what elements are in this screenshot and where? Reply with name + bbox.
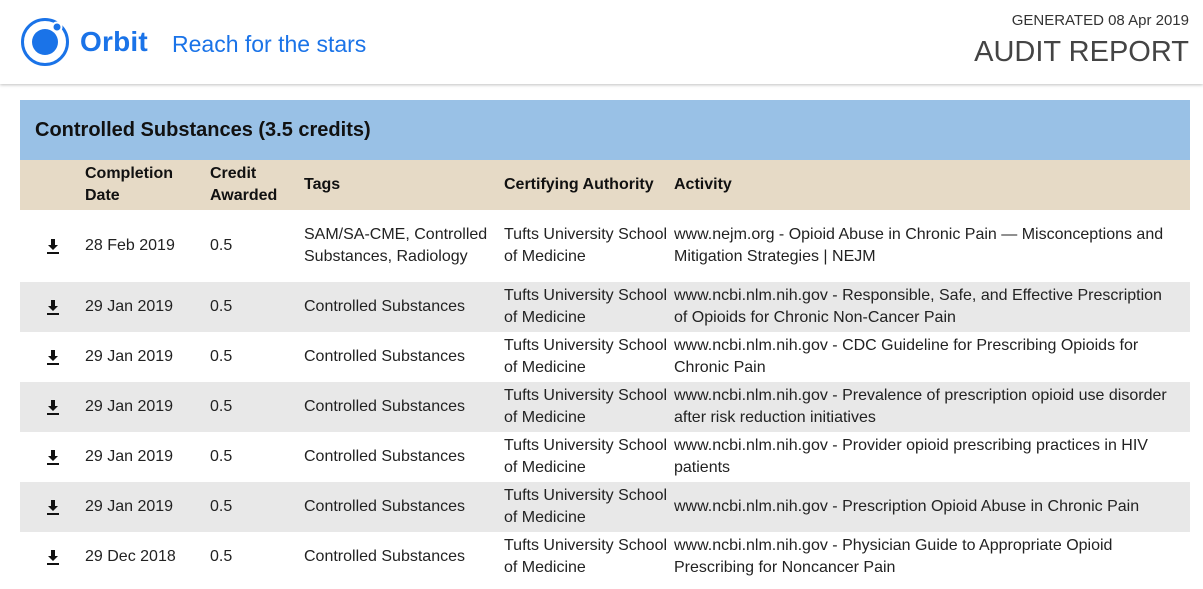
- credit-awarded-cell: [210, 382, 304, 432]
- activity-cell: [674, 382, 1190, 432]
- column-header-download: [20, 160, 85, 210]
- activity-text: www.ncbi.nlm.nih.gov - Physician Guide to Appropriate Opioid Prescribing for Noncancer Pain: [674, 537, 1113, 576]
- credit-awarded-text: 0.5: [210, 348, 233, 365]
- column-header-activity: Activity: [674, 160, 1190, 210]
- tags-text: Controlled Substances: [304, 398, 465, 415]
- table-row: [20, 282, 1190, 332]
- completion-date-cell: [85, 482, 210, 532]
- activity-cell: [674, 210, 1190, 282]
- certifying-authority-cell: [504, 532, 674, 582]
- credit-awarded-text: 0.5: [210, 548, 233, 565]
- credit-awarded-text: 0.5: [210, 298, 233, 315]
- certifying-authority-text: Tufts University School of Medicine: [504, 437, 668, 476]
- orbit-logo-icon: [20, 17, 70, 67]
- generated-date: GENERATED 08 Apr 2019: [1011, 12, 1189, 29]
- tags-cell: [304, 332, 504, 382]
- tags-text: Controlled Substances: [304, 448, 465, 465]
- completion-date-cell: [85, 532, 210, 582]
- column-header-completion-date: Completion Date: [85, 160, 210, 210]
- completion-date-cell: [85, 382, 210, 432]
- tags-cell: [304, 282, 504, 332]
- brand-name: Orbit: [80, 26, 148, 57]
- download-icon[interactable]: [45, 498, 61, 516]
- activity-text: www.ncbi.nlm.nih.gov - Responsible, Safe, and Effective Prescription of Opioids for Chronic Non-Cancer Pain: [674, 287, 1162, 326]
- completion-date-cell: [85, 332, 210, 382]
- credit-awarded-text: 0.5: [210, 237, 233, 254]
- certifying-authority-text: Tufts University School of Medicine: [504, 287, 668, 326]
- credit-awarded-cell: [210, 532, 304, 582]
- certifying-authority-text: Tufts University School of Medicine: [504, 337, 668, 376]
- download-cell: [20, 282, 85, 332]
- app-header: [0, 0, 1203, 84]
- table-row: [20, 482, 1190, 532]
- completion-date-text: 29 Jan 2019: [85, 398, 174, 415]
- activity-text: www.ncbi.nlm.nih.gov - Prescription Opioid Abuse in Chronic Pain: [674, 498, 1140, 515]
- controlled-substances-section: [20, 100, 1190, 582]
- download-cell: [20, 332, 85, 382]
- credit-awarded-text: 0.5: [210, 498, 233, 515]
- completion-date-text: 29 Dec 2018: [85, 548, 176, 565]
- activity-cell: [674, 482, 1190, 532]
- completion-date-cell: [85, 282, 210, 332]
- tags-text: SAM/SA-CME, Controlled Substances, Radiology: [304, 226, 488, 265]
- download-icon[interactable]: [45, 448, 61, 466]
- tags-cell: [304, 532, 504, 582]
- download-icon[interactable]: [45, 348, 61, 366]
- tags-text: Controlled Substances: [304, 548, 465, 565]
- activity-text: www.ncbi.nlm.nih.gov - Prevalence of prescription opioid use disorder after risk reduction initiatives: [674, 387, 1167, 426]
- table-row: [20, 332, 1190, 382]
- credit-awarded-text: 0.5: [210, 398, 233, 415]
- tags-text: Controlled Substances: [304, 298, 465, 315]
- completion-date-cell: [85, 432, 210, 482]
- table-row: [20, 532, 1190, 582]
- download-icon[interactable]: [45, 548, 61, 566]
- certifying-authority-cell: [504, 482, 674, 532]
- tags-cell: [304, 210, 504, 282]
- download-cell: [20, 432, 85, 482]
- completion-date-text: 29 Jan 2019: [85, 448, 174, 465]
- tags-cell: [304, 432, 504, 482]
- credit-awarded-cell: [210, 482, 304, 532]
- section-title: Controlled Substances (3.5 credits): [20, 100, 1190, 160]
- certifying-authority-text: Tufts University School of Medicine: [504, 537, 668, 576]
- certifying-authority-cell: [504, 432, 674, 482]
- report-title: AUDIT REPORT: [974, 36, 1189, 68]
- brand-tagline: Reach for the stars: [172, 31, 367, 57]
- download-cell: [20, 210, 85, 282]
- completion-date-text: 29 Jan 2019: [85, 498, 174, 515]
- certifying-authority-cell: [504, 382, 674, 432]
- download-cell: [20, 482, 85, 532]
- activity-cell: [674, 432, 1190, 482]
- tags-text: Controlled Substances: [304, 348, 465, 365]
- certifying-authority-cell: [504, 332, 674, 382]
- credit-awarded-text: 0.5: [210, 448, 233, 465]
- download-cell: [20, 382, 85, 432]
- certifying-authority-cell: [504, 282, 674, 332]
- credit-awarded-cell: [210, 432, 304, 482]
- activity-text: www.ncbi.nlm.nih.gov - Provider opioid prescribing practices in HIV patients: [674, 437, 1148, 476]
- table-header-row: [20, 160, 1190, 210]
- certifying-authority-text: Tufts University School of Medicine: [504, 487, 668, 526]
- tags-text: Controlled Substances: [304, 498, 465, 515]
- download-cell: [20, 532, 85, 582]
- table-body: [20, 210, 1190, 582]
- table-row: [20, 432, 1190, 482]
- credit-awarded-cell: [210, 210, 304, 282]
- certifying-authority-text: Tufts University School of Medicine: [504, 226, 668, 265]
- tags-cell: [304, 482, 504, 532]
- completion-date-cell: [85, 210, 210, 282]
- download-icon[interactable]: [45, 237, 61, 255]
- certifying-authority-text: Tufts University School of Medicine: [504, 387, 668, 426]
- download-icon[interactable]: [45, 298, 61, 316]
- completion-date-text: 29 Jan 2019: [85, 298, 174, 315]
- activities-table: [20, 160, 1190, 582]
- tags-cell: [304, 382, 504, 432]
- table-row: [20, 210, 1190, 282]
- activity-text: www.nejm.org - Opioid Abuse in Chronic Pain — Misconceptions and Mitigation Strategies | NEJM: [674, 226, 1164, 265]
- credit-awarded-cell: [210, 332, 304, 382]
- certifying-authority-cell: [504, 210, 674, 282]
- activity-cell: [674, 282, 1190, 332]
- download-icon[interactable]: [45, 398, 61, 416]
- activity-cell: [674, 532, 1190, 582]
- completion-date-text: 28 Feb 2019: [85, 237, 175, 254]
- activity-cell: [674, 332, 1190, 382]
- column-header-certifying-authority: Certifying Authority: [504, 160, 674, 210]
- table-row: [20, 382, 1190, 432]
- credit-awarded-cell: [210, 282, 304, 332]
- column-header-tags: Tags: [304, 160, 504, 210]
- column-header-credit-awarded: Credit Awarded: [210, 160, 304, 210]
- activity-text: www.ncbi.nlm.nih.gov - CDC Guideline for Prescribing Opioids for Chronic Pain: [674, 337, 1139, 376]
- completion-date-text: 29 Jan 2019: [85, 348, 174, 365]
